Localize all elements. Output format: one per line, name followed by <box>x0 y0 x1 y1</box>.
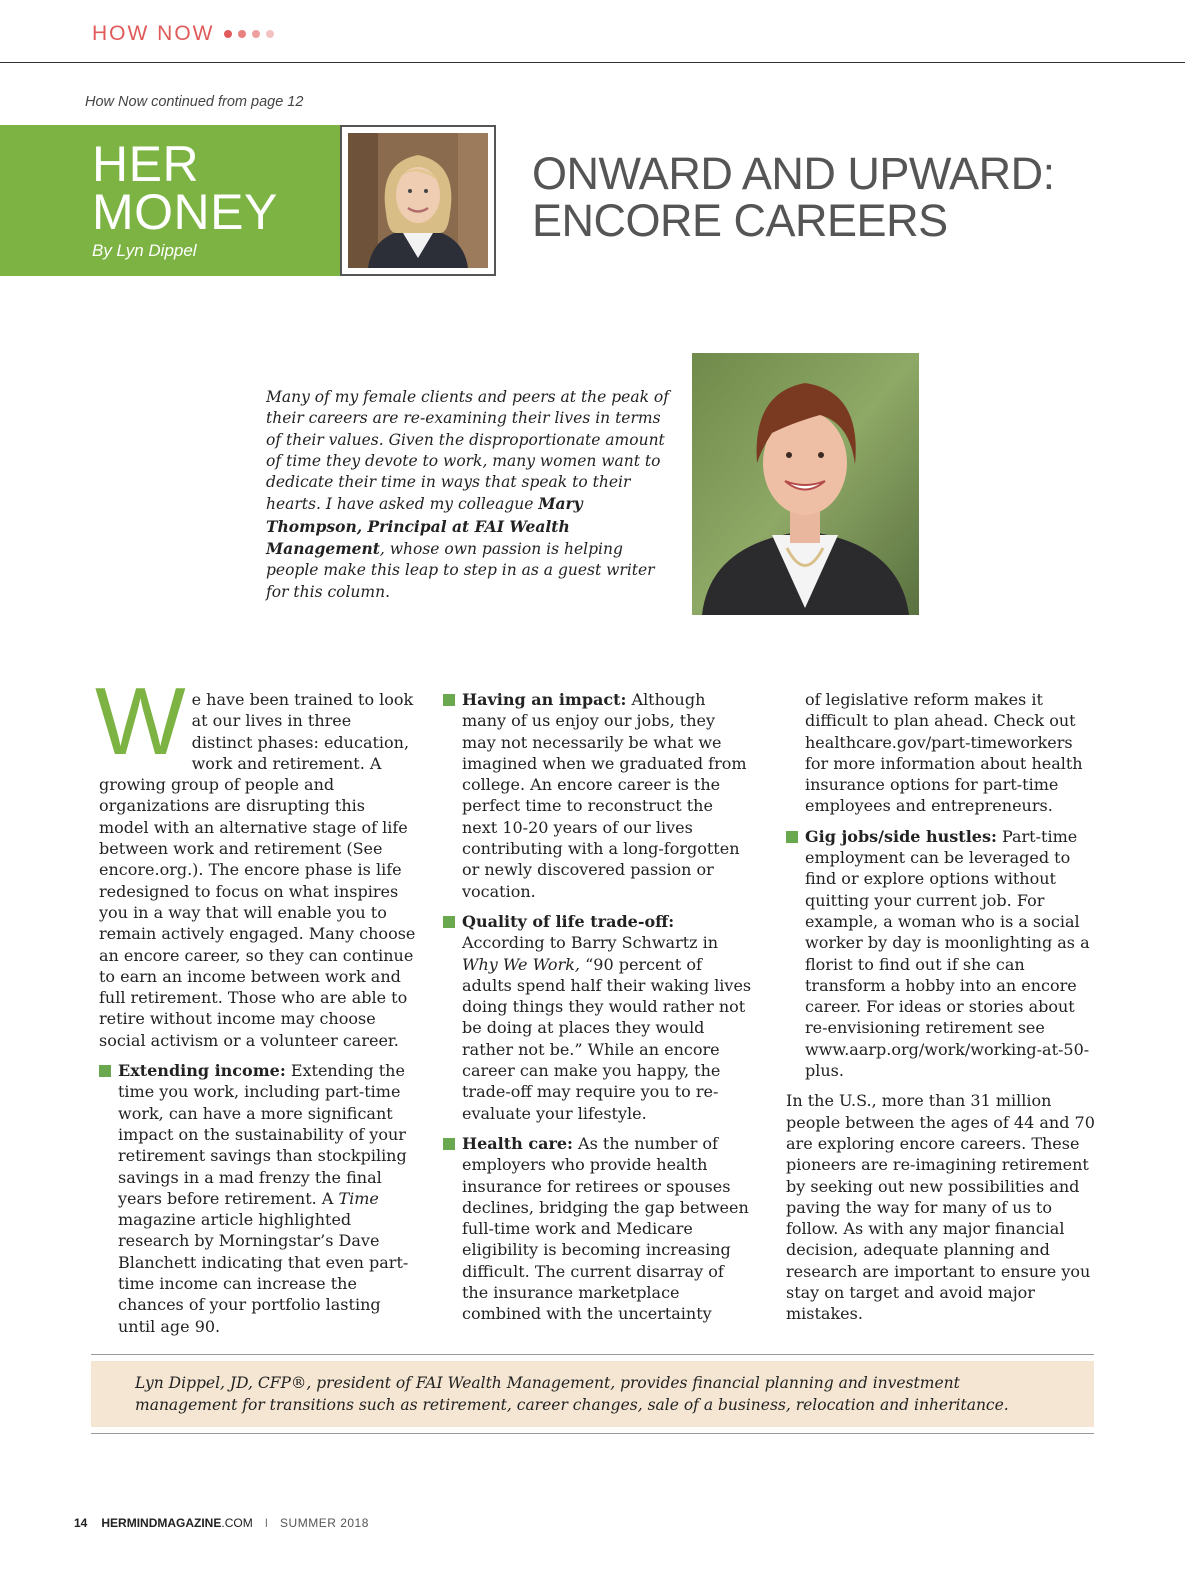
bullet-text: magazine article highlighted research by Morningstar’s Dave Blanchett indicating that even part-time income can increase the chances of your portfolio lasting until age 90. <box>118 1210 409 1336</box>
bullet-text: Part-time employment can be leveraged to find or explore options without quitting your current job. For example, a woman who is a social worker by day is moonlighting as a florist to find out if she can transform a hobby into an encore career. For ideas or stories about re-envisioning retirement see www.aarp.org/work/working-at-50-plus. <box>805 826 1090 1081</box>
article-intro <box>266 387 676 603</box>
column-title-line2: MONEY <box>92 184 278 240</box>
brand-bold: HERMINDMAGAZINE <box>101 1516 222 1530</box>
dot-icon <box>252 30 260 38</box>
bullet-title: Quality of life trade-off: <box>462 911 675 931</box>
bullet-square-icon <box>443 1138 455 1150</box>
intro-text-end: , whose own passion is helping people make this leap to step in as a guest writer for this column. <box>266 540 655 601</box>
bullet-health-care <box>443 1133 753 1325</box>
article-column-2 <box>443 689 753 1325</box>
dot-icon <box>238 30 246 38</box>
bullet-text: Extending the time you work, including part-time work, can have a more significant impact on the sustainability of your retirement savings than stockpiling savings in a mad frenzy the final years before retirement. A <box>118 1061 407 1208</box>
footer-separator: I <box>264 1516 269 1530</box>
bullet-square-icon <box>786 831 798 843</box>
page-number: 14 <box>74 1516 88 1530</box>
guest-writer-photo <box>692 353 919 615</box>
page-footer <box>74 1516 369 1530</box>
magazine-brand <box>101 1516 252 1530</box>
column-title <box>92 136 278 240</box>
article-headline <box>532 150 1055 244</box>
author-bio: Lyn Dippel, JD, CFP®, president of FAI Wealth Management, provides financial planning and investment management for transitions such as retirement, career changes, sale of a business, relocation and inheritance. <box>135 1374 1009 1414</box>
intro-bold-name: Mary Thompson, Principal at FAI Wealth Management <box>266 494 583 559</box>
bullet-text: According to Barry Schwartz in <box>462 933 719 953</box>
bullet-italic: Time <box>338 1188 379 1208</box>
article-column-1 <box>95 668 417 1337</box>
bullet-extending-income <box>99 1060 417 1337</box>
byline: By Lyn Dippel <box>92 241 197 260</box>
author-portrait <box>340 125 496 276</box>
bullet-text: “90 percent of adults spend half their waking lives doing things they would rather not be doing at places they would rather not be.” While an encore career can make you happy, the trade-off may require you to re-evaluate your lifestyle. <box>462 954 752 1123</box>
bullet-text: Although many of us enjoy our jobs, they may not necessarily be what we imagined when we graduated from college. An encore career is the perfect time to reconstruct the next 10-20 years of our lives contributing with a long-forgotten or newly discovered passion or vocation. <box>462 690 747 901</box>
dot-icon <box>266 30 274 38</box>
bullet-title: Gig jobs/side hustles: <box>805 826 997 846</box>
bullet-title: Extending income: <box>118 1061 286 1081</box>
bullet-title: Having an impact: <box>462 690 627 709</box>
headline-line1: ONWARD AND UPWARD: <box>532 148 1055 199</box>
continued-note: How Now continued from page 12 <box>85 94 304 110</box>
bullet-having-impact <box>443 689 753 902</box>
bullet-square-icon <box>99 1065 111 1077</box>
lead-paragraph <box>95 668 417 1051</box>
bullet-quality-of-life <box>443 911 753 1124</box>
section-title: HOW NOW <box>92 22 215 45</box>
column-title-line1: HER <box>92 136 200 192</box>
closing-paragraph: In the U.S., more than 31 million people between the ages of 44 and 70 are exploring encore careers. These pioneers are re-imagining retirement by seeking out new possibilities and paving the way for many of us to follow. As with any major financial decision, adequate planning and research are important to ensure you stay on target and avoid major mistakes. <box>786 1091 1095 1324</box>
guest-writer-portrait <box>692 353 919 615</box>
bio-rule-top <box>91 1354 1094 1355</box>
header-rule <box>0 62 1185 63</box>
bullet-square-icon <box>443 916 455 928</box>
continuation-paragraph: of legislative reform makes it difficult to plan ahead. Check out healthcare.gov/part-timeworkers for more information about health insurance options for part-time employees and entrepreneurs. <box>805 690 1083 816</box>
bio-rule-bottom <box>91 1433 1094 1434</box>
headline-line2: ENCORE CAREERS <box>532 195 948 246</box>
section-dots <box>224 30 274 38</box>
brand-tail: .COM <box>221 1516 253 1530</box>
bullet-italic: Why We Work, <box>462 954 580 974</box>
dot-icon <box>224 30 232 38</box>
intro-text: Many of my female clients and peers at the peak of their careers are re-examining their lives in terms of their values. Given the disproportionate amount of time they devote to work, many women want to dedicate their time in ways that speak to their hearts. I have asked my colleague <box>266 388 669 514</box>
bullet-square-icon <box>443 694 455 706</box>
bullet-gig-jobs <box>786 826 1096 1082</box>
bullet-title: Health care: <box>462 1133 573 1153</box>
issue-date: SUMMER 2018 <box>280 1516 369 1530</box>
drop-cap: W <box>95 668 186 775</box>
lead-text: e have been trained to look at our lives in three distinct phases: education, work and retirement. A growing group of people and organizations are disrupting this model with an alternative stage of life between work and retirement (See encore.org.). The encore phase is life redesigned to focus on what inspires you in a way that will enable you to remain actively engaged. Many choose an encore career, so they can continue to earn an income between work and full retirement. Those who are able to retire without income may choose social activism or a volunteer career. <box>99 690 416 1050</box>
section-header <box>92 22 274 46</box>
bullet-text: As the number of employers who provide health insurance for retirees or spouses declines, bridging the gap between full-time work and Medicare eligibility is becoming increasing difficult. The current disarray of the insurance marketplace combined with the uncertainty <box>462 1133 749 1324</box>
article-column-3 <box>786 689 1096 1325</box>
author-photo <box>348 133 488 268</box>
